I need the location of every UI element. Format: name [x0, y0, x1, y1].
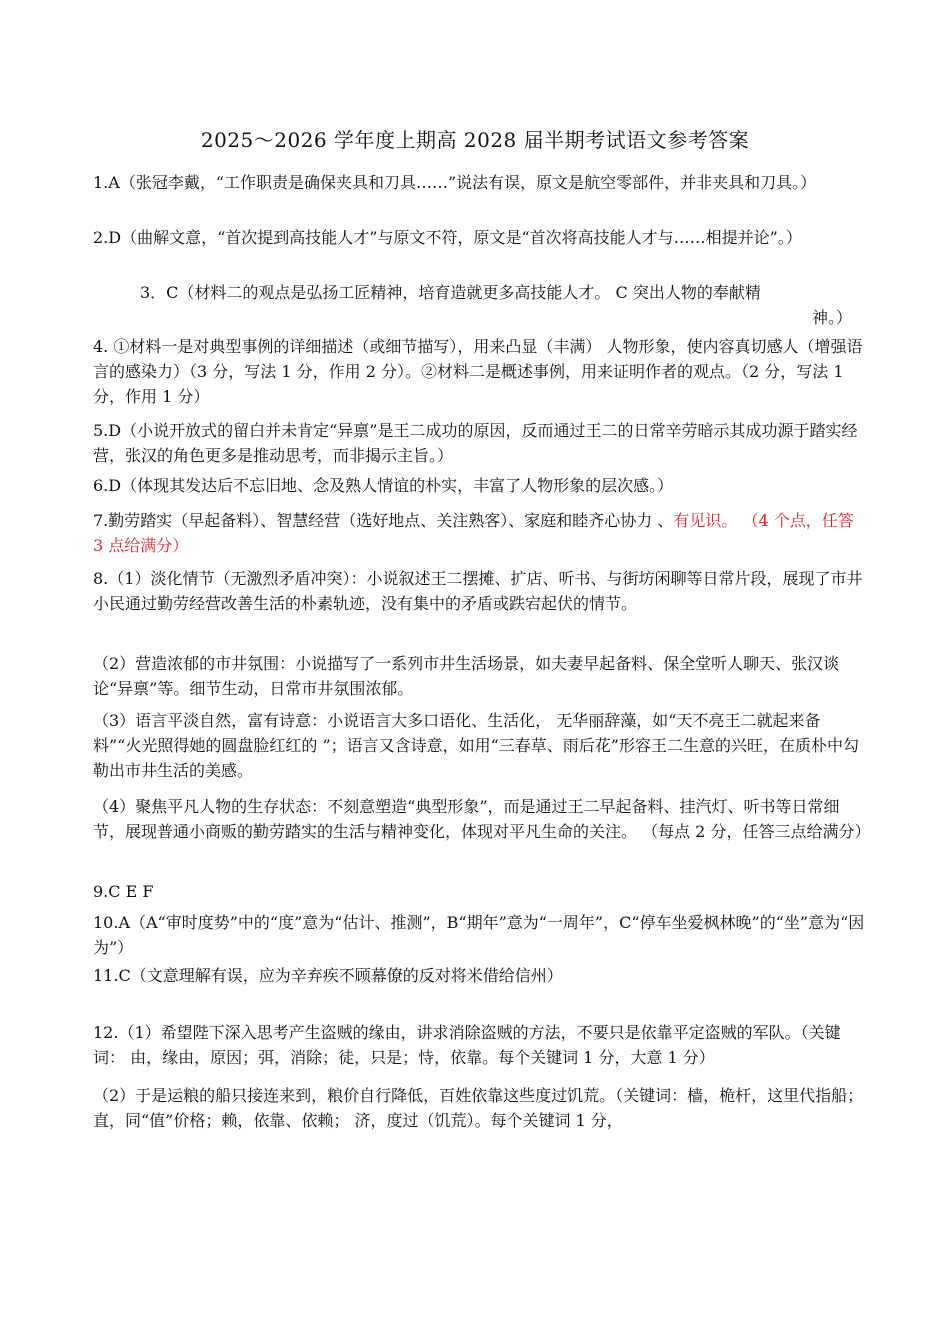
answer-2: 2.D（曲解文意，“首次提到高技能人才”与原文不符，原文是“首次将高技能人才与……相提并论”。）: [93, 228, 802, 247]
answer-7-text: 7.勤劳踏实（早起备料）、智慧经营（选好地点、关注熟客）、家庭和睦齐心协力 、: [93, 511, 674, 530]
answer-5: 5.D（小说开放式的留白并未肯定“异禀”是王二成功的原因，反而通过王二的日常辛劳暗示其成功源于踏实经营，张汉的角色更多是推动思考，而非揭示主旨。）: [93, 421, 858, 465]
answer-3-tail: 神。）: [811, 308, 852, 327]
answer-4: 4. ①材料一是对典型事例的详细描述（或细节描写），用来凸显（丰满） 人物形象，使内容真切感人（增强语言的感染力）（3 分，写法 1 分，作用 2 分）。②材料二是概述事例，用来证明作者的观点。（2 分，写法 1 分，作用 1 分）: [93, 337, 863, 406]
answer-12-part-1: 12.（1）希望陛下深入思考产生盗贼的缘由，讲求消除盗贼的方法，不要只是依靠平定盗贼的军队。（关键词： 由，缘由，原因；弭，消除；徒，只是；恃，依靠。每个关键词 1 分，大意 1 分）: [93, 1023, 841, 1067]
answer-8-part-1: 8.（1）淡化情节（无激烈矛盾冲突）：小说叙述王二摆摊、扩店、听书、与街坊闲聊等日常片段，展现了市井小民通过勤劳经营改善生活的朴素轨迹，没有集中的矛盾或跌宕起伏的情节。: [93, 569, 863, 613]
answer-11: 11.C（文意理解有误，应为辛弃疾不顾幕僚的反对将米借给信州）: [93, 966, 563, 985]
answer-9: 9.C E F: [93, 882, 154, 901]
answer-6: 6.D（体现其发达后不忘旧地、念及熟人情谊的朴实，丰富了人物形象的层次感。）: [93, 476, 674, 495]
answer-7-scoring-note: 有见识。 （4 个点，任答 3 点给满分）: [93, 511, 854, 555]
answer-3: [140, 280, 868, 330]
answer-3-main: 3．C（材料二的观点是弘扬工匠精神，培育造就更多高技能人才。 C 突出人物的奉献精: [140, 283, 761, 302]
answer-8-part-3: （3）语言平淡自然，富有诗意：小说语言大多口语化、生活化， 无华丽辞藻，如“天不亮王二就起来备料”“火光照得她的圆盘脸红红的 ”；语言又含诗意，如用“三春草、雨后花”形容王二生意的兴旺，在质朴中勾勒出市井生活的美感。: [93, 711, 859, 780]
answer-8-part-4: （4）聚焦平凡人物的生存状态：不刻意塑造“典型形象”，而是通过王二早起备料、挂汽灯、听书等日常细节，展现普通小商贩的勤劳踏实的生活与精神变化，体现对平凡生命的关注。 （每点 2 分，任答三点给满分）: [93, 797, 871, 841]
answer-1: 1.A（张冠李戴，“工作职责是确保夹具和刀具……”说法有误，原文是航空零部件，并非夹具和刀具。）: [93, 173, 817, 192]
answer-7: [93, 508, 865, 558]
answer-8-part-2: （2）营造浓郁的市井氛围：小说描写了一系列市井生活场景，如夫妻早起备料、保全堂听人聊天、张汉谈论“异禀”等。细节生动，日常市井氛围浓郁。: [93, 654, 840, 698]
page-title: 2025～2026 学年度上期高 2028 届半期考试语文参考答案: [200, 128, 750, 152]
answer-12-part-2: （2）于是运粮的船只接连来到，粮价自行降低，百姓依靠这些度过饥荒。（关键词：樯，桅杆，这里代指船；直，同“值”价格；赖，依靠、依赖； 济，度过（饥荒）。每个关键词 1 分，: [93, 1086, 864, 1130]
answer-10: 10.A（A“审时度势”中的“度”意为“估计、推测”，B“期年”意为“一周年”，C“停车坐爱枫林晚”的“坐”意为“因为”）: [93, 913, 865, 957]
